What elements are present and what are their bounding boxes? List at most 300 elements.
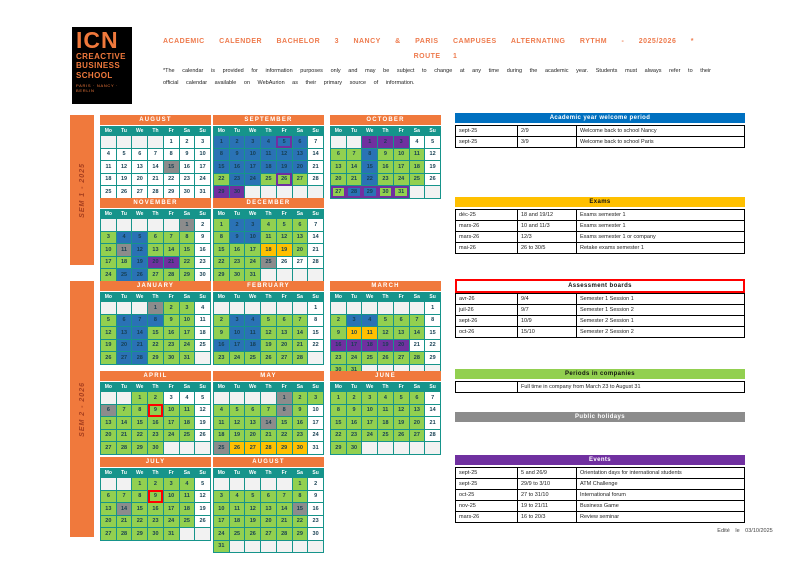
day-cell: 18 xyxy=(229,515,245,528)
day-cell: 1 xyxy=(425,302,441,315)
day-cell: 15 xyxy=(331,417,347,430)
day-cell: 19 xyxy=(116,173,132,186)
day-cell xyxy=(276,269,292,282)
day-cell: 23 xyxy=(346,429,362,442)
day-cell: 14 xyxy=(148,161,164,174)
day-cell: 2 xyxy=(195,219,211,232)
weekday-label: Th xyxy=(148,210,164,219)
weekday-label: Su xyxy=(308,383,324,392)
day-cell: 3 xyxy=(245,136,261,149)
day-cell: 11 xyxy=(101,161,117,174)
day-cell: 1 xyxy=(276,392,292,405)
day-cell: 9 xyxy=(378,148,394,161)
day-cell: 6 xyxy=(261,490,277,503)
day-cell: 8 xyxy=(292,490,308,503)
weekday-label: Tu xyxy=(116,469,132,478)
day-cell: 15 xyxy=(214,161,230,174)
day-cell: 1 xyxy=(179,219,195,232)
month-october-2 xyxy=(330,115,441,199)
day-cell: 22 xyxy=(179,256,195,269)
day-cell: 12 xyxy=(132,244,148,257)
weekday-label: Tu xyxy=(116,210,132,219)
day-cell: 5 xyxy=(195,392,211,405)
day-cell: 5 xyxy=(245,490,261,503)
month-title: MARCH xyxy=(330,281,441,291)
day-cell: 2 xyxy=(179,136,195,149)
day-cell: 7 xyxy=(425,392,441,405)
day-cell: 29 xyxy=(362,186,378,199)
day-cell: 20 xyxy=(292,244,308,257)
day-cell: 19 xyxy=(393,417,409,430)
day-cell: 11 xyxy=(214,417,230,430)
day-cell: 22 xyxy=(292,515,308,528)
day-cell: 26 xyxy=(276,173,292,186)
weekday-label: Su xyxy=(425,127,441,136)
day-cell: 8 xyxy=(132,404,148,417)
weekday-label: Sa xyxy=(292,383,308,392)
day-cell: 19 xyxy=(425,161,441,174)
day-cell: 9 xyxy=(331,327,347,340)
day-cell: 29 xyxy=(331,442,347,455)
day-cell: 29 xyxy=(214,186,230,199)
table-public-holidays xyxy=(455,412,745,422)
table-cell: mars-26 xyxy=(456,232,518,243)
day-cell: 23 xyxy=(292,429,308,442)
day-cell: 20 xyxy=(116,339,132,352)
day-cell: 11 xyxy=(179,490,195,503)
weekday-label: We xyxy=(132,293,148,302)
day-cell: 4 xyxy=(214,404,230,417)
weekday-label: Th xyxy=(261,469,277,478)
day-cell xyxy=(132,219,148,232)
day-cell xyxy=(229,392,245,405)
day-cell: 30 xyxy=(378,186,394,199)
day-cell xyxy=(116,478,132,491)
weekday-label: Sa xyxy=(409,383,425,392)
day-cell: 16 xyxy=(378,161,394,174)
month-august-12 xyxy=(213,457,324,553)
day-cell xyxy=(245,302,261,315)
day-cell: 7 xyxy=(116,404,132,417)
logo-icn-text: ICN xyxy=(76,27,119,53)
day-cell: 9 xyxy=(214,327,230,340)
day-cell: 7 xyxy=(292,314,308,327)
table-row xyxy=(456,305,745,316)
day-cell xyxy=(163,442,179,455)
table-cell: Welcome back to school Nancy xyxy=(577,126,745,137)
table-cell: nov-25 xyxy=(456,501,518,512)
day-cell: 14 xyxy=(425,404,441,417)
day-cell: 28 xyxy=(116,528,132,541)
day-cell xyxy=(308,269,324,282)
day-cell: 29 xyxy=(276,442,292,455)
day-cell: 30 xyxy=(163,352,179,365)
day-cell: 18 xyxy=(179,417,195,430)
month-may-9 xyxy=(213,371,324,455)
day-cell: 5 xyxy=(276,136,292,149)
day-cell: 28 xyxy=(308,256,324,269)
day-cell: 7 xyxy=(409,314,425,327)
weekday-label: Mo xyxy=(101,383,117,392)
day-cell: 15 xyxy=(292,503,308,516)
day-cell: 9 xyxy=(308,490,324,503)
day-cell: 2 xyxy=(229,136,245,149)
day-cell: 8 xyxy=(276,404,292,417)
day-cell xyxy=(409,302,425,315)
day-cell: 14 xyxy=(409,327,425,340)
day-cell: 23 xyxy=(331,352,347,365)
day-cell xyxy=(245,392,261,405)
day-cell: 12 xyxy=(276,148,292,161)
day-cell: 2 xyxy=(229,219,245,232)
weekday-label: Fr xyxy=(276,210,292,219)
day-cell: 20 xyxy=(276,339,292,352)
day-cell: 25 xyxy=(195,339,211,352)
weekday-label: Sa xyxy=(179,293,195,302)
day-cell: 15 xyxy=(179,244,195,257)
weekday-label: Sa xyxy=(292,210,308,219)
weekday-label: Tu xyxy=(346,293,362,302)
table-title-events: Events xyxy=(455,455,745,465)
table-cell: 15/10 xyxy=(518,327,577,338)
day-cell: 2 xyxy=(292,392,308,405)
day-cell: 16 xyxy=(195,244,211,257)
day-cell: 28 xyxy=(116,442,132,455)
table-row xyxy=(456,232,745,243)
month-september-1 xyxy=(213,115,324,199)
month-title: APRIL xyxy=(100,371,211,381)
table-cell: 16 to 20/3 xyxy=(518,512,577,523)
day-cell: 18 xyxy=(101,173,117,186)
day-cell: 25 xyxy=(409,173,425,186)
day-cell xyxy=(179,442,195,455)
day-cell: 7 xyxy=(276,490,292,503)
day-cell: 1 xyxy=(163,136,179,149)
day-cell: 9 xyxy=(346,404,362,417)
table-cell: 19 to 21/11 xyxy=(518,501,577,512)
day-cell: 31 xyxy=(179,352,195,365)
day-cell: 16 xyxy=(331,339,347,352)
weekday-label: We xyxy=(132,469,148,478)
day-cell xyxy=(308,540,324,553)
day-cell: 24 xyxy=(163,429,179,442)
day-cell xyxy=(116,302,132,315)
day-cell: 23 xyxy=(308,515,324,528)
weekday-label: Tu xyxy=(116,127,132,136)
day-cell: 17 xyxy=(163,503,179,516)
day-cell xyxy=(276,302,292,315)
day-cell: 22 xyxy=(276,429,292,442)
day-cell: 4 xyxy=(179,392,195,405)
day-cell: 6 xyxy=(331,148,347,161)
day-cell: 9 xyxy=(229,148,245,161)
day-cell: 9 xyxy=(148,404,164,417)
day-cell xyxy=(101,136,117,149)
day-cell xyxy=(229,478,245,491)
weekday-label: Th xyxy=(261,210,277,219)
day-cell: 27 xyxy=(116,352,132,365)
table-title-assessment-boards: Assessment boards xyxy=(457,281,743,291)
day-cell: 19 xyxy=(229,429,245,442)
month-january-5 xyxy=(100,281,211,365)
day-cell: 15 xyxy=(132,417,148,430)
weekday-label: Th xyxy=(378,383,394,392)
day-cell: 26 xyxy=(195,515,211,528)
day-cell: 13 xyxy=(132,161,148,174)
table-cell: 18 and 19/12 xyxy=(518,210,577,221)
day-cell xyxy=(308,352,324,365)
day-cell: 20 xyxy=(261,515,277,528)
day-cell: 15 xyxy=(362,161,378,174)
day-cell: 12 xyxy=(116,161,132,174)
day-cell: 3 xyxy=(163,392,179,405)
day-cell xyxy=(261,478,277,491)
weekday-label: Su xyxy=(308,293,324,302)
weekday-label: Fr xyxy=(276,383,292,392)
table-row xyxy=(456,210,745,221)
weekday-label: Fr xyxy=(393,127,409,136)
day-cell: 14 xyxy=(292,327,308,340)
day-cell: 4 xyxy=(179,478,195,491)
day-cell: 11 xyxy=(378,404,394,417)
weekday-label: Su xyxy=(195,293,211,302)
day-cell: 4 xyxy=(101,148,117,161)
day-cell: 6 xyxy=(393,314,409,327)
logo-cities: PARIS · NANCY · BERLIN xyxy=(76,83,119,94)
day-cell xyxy=(261,269,277,282)
day-cell: 16 xyxy=(214,339,230,352)
month-title: NOVEMBER xyxy=(100,198,211,208)
day-cell: 27 xyxy=(409,429,425,442)
day-cell: 5 xyxy=(195,478,211,491)
day-cell: 1 xyxy=(292,478,308,491)
weekday-label: Mo xyxy=(101,469,117,478)
day-cell xyxy=(346,302,362,315)
day-cell: 5 xyxy=(116,148,132,161)
semester2-label: SEM 2 - 2026 xyxy=(78,381,86,437)
weekday-label: Th xyxy=(148,127,164,136)
day-cell: 2 xyxy=(378,136,394,149)
day-cell: 20 xyxy=(101,515,117,528)
day-cell: 24 xyxy=(346,352,362,365)
day-cell: 26 xyxy=(101,352,117,365)
day-cell: 19 xyxy=(261,339,277,352)
day-cell xyxy=(214,392,230,405)
table-cell: sept-25 xyxy=(456,468,518,479)
day-cell xyxy=(393,302,409,315)
month-november-3 xyxy=(100,198,211,282)
day-cell: 15 xyxy=(425,327,441,340)
day-cell: 10 xyxy=(214,503,230,516)
day-cell: 7 xyxy=(261,404,277,417)
month-title: JUNE xyxy=(330,371,441,381)
day-cell xyxy=(229,302,245,315)
day-cell: 8 xyxy=(132,490,148,503)
table-cell: Business Game xyxy=(577,501,745,512)
day-cell: 3 xyxy=(308,392,324,405)
table-cell: Semester 2 Session 2 xyxy=(577,327,745,338)
day-cell: 14 xyxy=(132,327,148,340)
day-cell: 31 xyxy=(393,186,409,199)
day-cell: 1 xyxy=(308,302,324,315)
day-cell xyxy=(148,219,164,232)
day-cell: 30 xyxy=(292,442,308,455)
month-march-7 xyxy=(330,281,441,377)
day-cell xyxy=(409,186,425,199)
day-cell: 2 xyxy=(308,478,324,491)
month-title: AUGUST xyxy=(100,115,211,125)
day-cell xyxy=(261,540,277,553)
day-cell: 28 xyxy=(132,352,148,365)
day-cell: 10 xyxy=(101,244,117,257)
day-cell: 28 xyxy=(346,186,362,199)
day-cell xyxy=(148,136,164,149)
weekday-label: Th xyxy=(378,293,394,302)
day-cell: 25 xyxy=(116,269,132,282)
day-cell: 17 xyxy=(393,161,409,174)
day-cell: 24 xyxy=(393,173,409,186)
day-cell: 12 xyxy=(195,404,211,417)
day-cell: 1 xyxy=(148,302,164,315)
table-cell: 2/9 xyxy=(518,126,577,137)
table-title-periods-in-companies: Periods in companies xyxy=(455,369,745,379)
weekday-label: Tu xyxy=(229,469,245,478)
day-cell xyxy=(132,136,148,149)
day-cell: 13 xyxy=(409,404,425,417)
day-cell xyxy=(393,442,409,455)
day-cell: 5 xyxy=(229,404,245,417)
day-cell: 6 xyxy=(245,404,261,417)
day-cell xyxy=(179,528,195,541)
day-cell: 21 xyxy=(116,429,132,442)
page-subtitle-route: ROUTE 1 xyxy=(413,53,458,60)
weekday-label: Fr xyxy=(276,293,292,302)
weekday-label: Su xyxy=(195,210,211,219)
weekday-label: Fr xyxy=(393,293,409,302)
table-row xyxy=(456,382,745,393)
day-cell: 19 xyxy=(245,515,261,528)
day-cell: 9 xyxy=(292,404,308,417)
day-cell xyxy=(116,136,132,149)
weekday-label: Tu xyxy=(346,383,362,392)
day-cell: 3 xyxy=(101,231,117,244)
day-cell: 17 xyxy=(308,417,324,430)
month-july-11 xyxy=(100,457,211,541)
table-title-exams: Exams xyxy=(455,197,745,207)
day-cell xyxy=(101,302,117,315)
day-cell: 21 xyxy=(276,515,292,528)
day-cell: 30 xyxy=(308,528,324,541)
day-cell xyxy=(101,478,117,491)
day-cell: 29 xyxy=(214,269,230,282)
weekday-label: Mo xyxy=(101,127,117,136)
day-cell: 5 xyxy=(101,314,117,327)
day-cell: 23 xyxy=(163,339,179,352)
edited-date-label: Edité le 03/10/2025 xyxy=(717,528,773,534)
table-exams xyxy=(455,197,745,254)
day-cell: 22 xyxy=(362,173,378,186)
day-cell: 20 xyxy=(245,429,261,442)
day-cell: 22 xyxy=(132,515,148,528)
day-cell xyxy=(101,392,117,405)
day-cell: 30 xyxy=(179,186,195,199)
weekday-label: Tu xyxy=(229,383,245,392)
day-cell xyxy=(261,302,277,315)
day-cell: 27 xyxy=(261,528,277,541)
weekday-label: Fr xyxy=(276,127,292,136)
day-cell: 4 xyxy=(362,314,378,327)
weekday-label: Su xyxy=(308,469,324,478)
page-title: ACADEMIC CALENDER BACHELOR 3 NANCY & PARIS CAMPUSES ALTERNATING RYTHM - 2025/2026 * xyxy=(163,38,695,45)
month-title: OCTOBER xyxy=(330,115,441,125)
day-cell: 3 xyxy=(393,136,409,149)
weekday-label: Fr xyxy=(163,469,179,478)
day-cell: 5 xyxy=(393,392,409,405)
day-cell: 25 xyxy=(378,429,394,442)
day-cell: 2 xyxy=(214,314,230,327)
weekday-label: Sa xyxy=(292,127,308,136)
day-cell: 20 xyxy=(393,339,409,352)
day-cell: 25 xyxy=(229,528,245,541)
day-cell: 23 xyxy=(148,515,164,528)
day-cell xyxy=(101,219,117,232)
day-cell: 18 xyxy=(378,417,394,430)
weekday-label: We xyxy=(132,210,148,219)
day-cell: 27 xyxy=(393,352,409,365)
weekday-label: Sa xyxy=(179,469,195,478)
day-cell: 8 xyxy=(179,231,195,244)
day-cell: 16 xyxy=(148,503,164,516)
day-cell: 24 xyxy=(362,429,378,442)
weekday-label: We xyxy=(362,127,378,136)
day-cell: 8 xyxy=(214,148,230,161)
table-cell: Review seminar xyxy=(577,512,745,523)
day-cell: 28 xyxy=(308,173,324,186)
day-cell: 30 xyxy=(148,528,164,541)
day-cell: 19 xyxy=(378,339,394,352)
table-row xyxy=(456,126,745,137)
day-cell: 16 xyxy=(308,503,324,516)
day-cell: 25 xyxy=(179,429,195,442)
table-cell xyxy=(456,382,518,393)
day-cell: 12 xyxy=(195,490,211,503)
day-cell: 4 xyxy=(261,136,277,149)
month-august-0 xyxy=(100,115,211,199)
day-cell: 14 xyxy=(276,503,292,516)
day-cell xyxy=(362,302,378,315)
month-title: JULY xyxy=(100,457,211,467)
day-cell: 12 xyxy=(229,417,245,430)
day-cell xyxy=(163,219,179,232)
table-periods-in-companies xyxy=(455,369,745,393)
table-cell: 9/4 xyxy=(518,294,577,305)
day-cell: 7 xyxy=(308,136,324,149)
day-cell: 28 xyxy=(292,352,308,365)
day-cell: 17 xyxy=(362,417,378,430)
day-cell xyxy=(378,302,394,315)
weekday-label: Fr xyxy=(163,127,179,136)
table-cell: Exams semester 1 xyxy=(577,221,745,232)
day-cell: 31 xyxy=(308,442,324,455)
day-cell: 12 xyxy=(393,404,409,417)
day-cell: 27 xyxy=(292,256,308,269)
day-cell: 30 xyxy=(229,186,245,199)
day-cell: 2 xyxy=(163,302,179,315)
month-title: DECEMBER xyxy=(213,198,324,208)
month-title: AUGUST xyxy=(213,457,324,467)
weekday-label: We xyxy=(245,127,261,136)
table-cell: mars-26 xyxy=(456,221,518,232)
